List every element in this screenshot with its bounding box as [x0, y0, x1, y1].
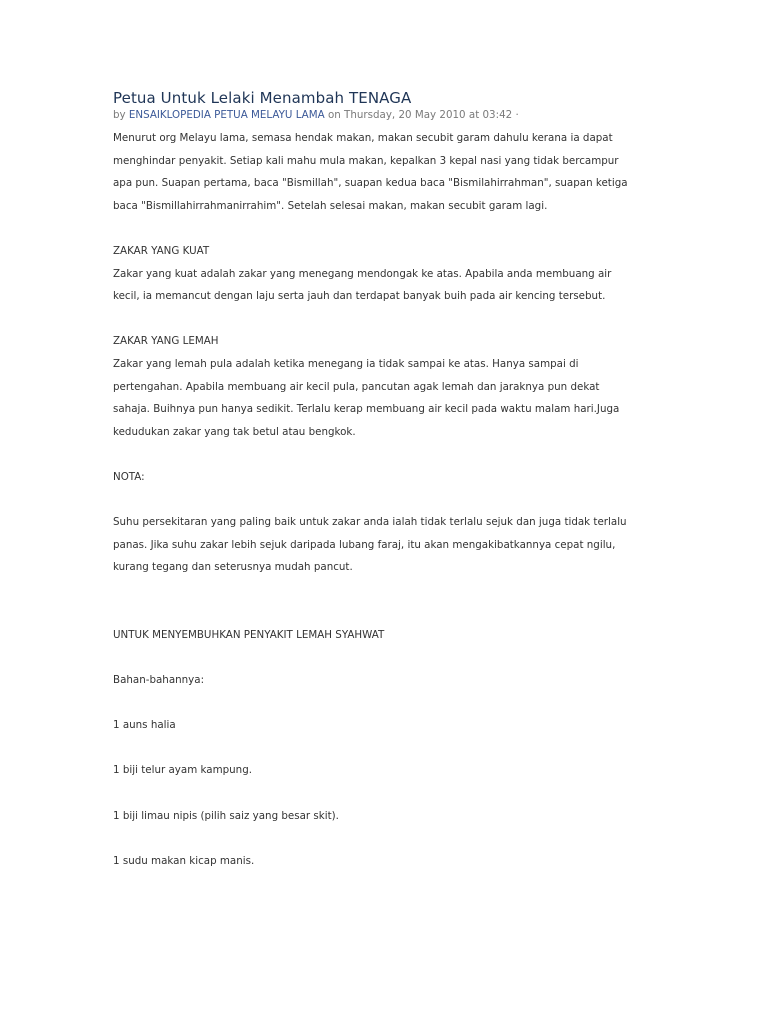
- intro-line: apa pun. Suapan pertama, baca "Bismillah", suapan kedua baca "Bismilahirrahman", suapan ketiga: [113, 177, 628, 190]
- spacer: [113, 692, 658, 715]
- spacer: [113, 579, 658, 624]
- ingredient-item: 1 biji limau nipis (pilih saiz yang besar skit).: [113, 809, 339, 822]
- kuat-line: kecil, ia memancut dengan laju serta jauh dan terdapat banyak buih pada air kencing tersebut.: [113, 290, 606, 303]
- nota-line: panas. Jika suhu zakar lebih sejuk daripada lubang faraj, itu akan mengakibatkannya cepat ngilu,: [113, 538, 616, 551]
- byline-by: by: [113, 109, 129, 121]
- ingredient-item: 1 auns halia: [113, 719, 176, 732]
- intro-line: menghindar penyakit. Setiap kali mahu mula makan, kepalkan 3 kepal nasi yang tidak bercampur: [113, 154, 619, 167]
- spacer: [113, 646, 658, 669]
- ingredients-label: Bahan-bahannya:: [113, 674, 205, 687]
- intro-line: baca "Bismillahirrahmanirrahim". Setelah selesai makan, makan secubit garam lagi.: [113, 199, 548, 212]
- nota-line: Suhu persekitaran yang paling baik untuk zakar anda ialah tidak terlalu sejuk dan juga tidak terlalu: [113, 516, 627, 529]
- nota-line: kurang tegang dan seterusnya mudah pancut.: [113, 561, 353, 574]
- spacer: [113, 782, 658, 805]
- article-body: [113, 127, 658, 872]
- ingredient-item: 1 sudu makan kicap manis.: [113, 854, 255, 867]
- article: [113, 88, 658, 872]
- article-title: Petua Untuk Lelaki Menambah TENAGA: [113, 89, 412, 107]
- section-heading-kuat: ZAKAR YANG KUAT: [113, 244, 210, 257]
- lemah-line: sahaja. Buihnya pun hanya sedikit. Terlalu kerap membuang air kecil pada waktu malam hari.Juga: [113, 403, 620, 416]
- spacer: [113, 217, 658, 240]
- author-link[interactable]: ENSAIKLOPEDIA PETUA MELAYU LAMA: [128, 109, 325, 121]
- spacer: [113, 827, 658, 850]
- section-heading-lemah: ZAKAR YANG LEMAH: [113, 335, 219, 348]
- ingredient-item: 1 biji telur ayam kampung.: [113, 764, 253, 777]
- section-heading-nota: NOTA:: [113, 470, 145, 483]
- lemah-line: kedudukan zakar yang tak betul atau bengkok.: [113, 425, 356, 438]
- intro-line: Menurut org Melayu lama, semasa hendak makan, makan secubit garam dahulu kerana ia dapat: [113, 132, 613, 144]
- spacer: [113, 737, 658, 760]
- kuat-line: Zakar yang kuat adalah zakar yang menegang mendongak ke atas. Apabila anda membuang air: [113, 267, 612, 280]
- spacer: [113, 443, 658, 466]
- post-date: on Thursday, 20 May 2010 at 03:42 ·: [324, 109, 519, 121]
- spacer: [113, 489, 658, 512]
- spacer: [113, 308, 658, 331]
- byline: [113, 108, 658, 122]
- lemah-line: pertengahan. Apabila membuang air kecil pula, pancutan agak lemah dan jaraknya pun dekat: [113, 380, 600, 393]
- lemah-line: Zakar yang lemah pula adalah ketika menegang ia tidak sampai ke atas. Hanya sampai di: [113, 357, 579, 370]
- section-heading-cure: UNTUK MENYEMBUHKAN PENYAKIT LEMAH SYAHWAT: [113, 628, 385, 641]
